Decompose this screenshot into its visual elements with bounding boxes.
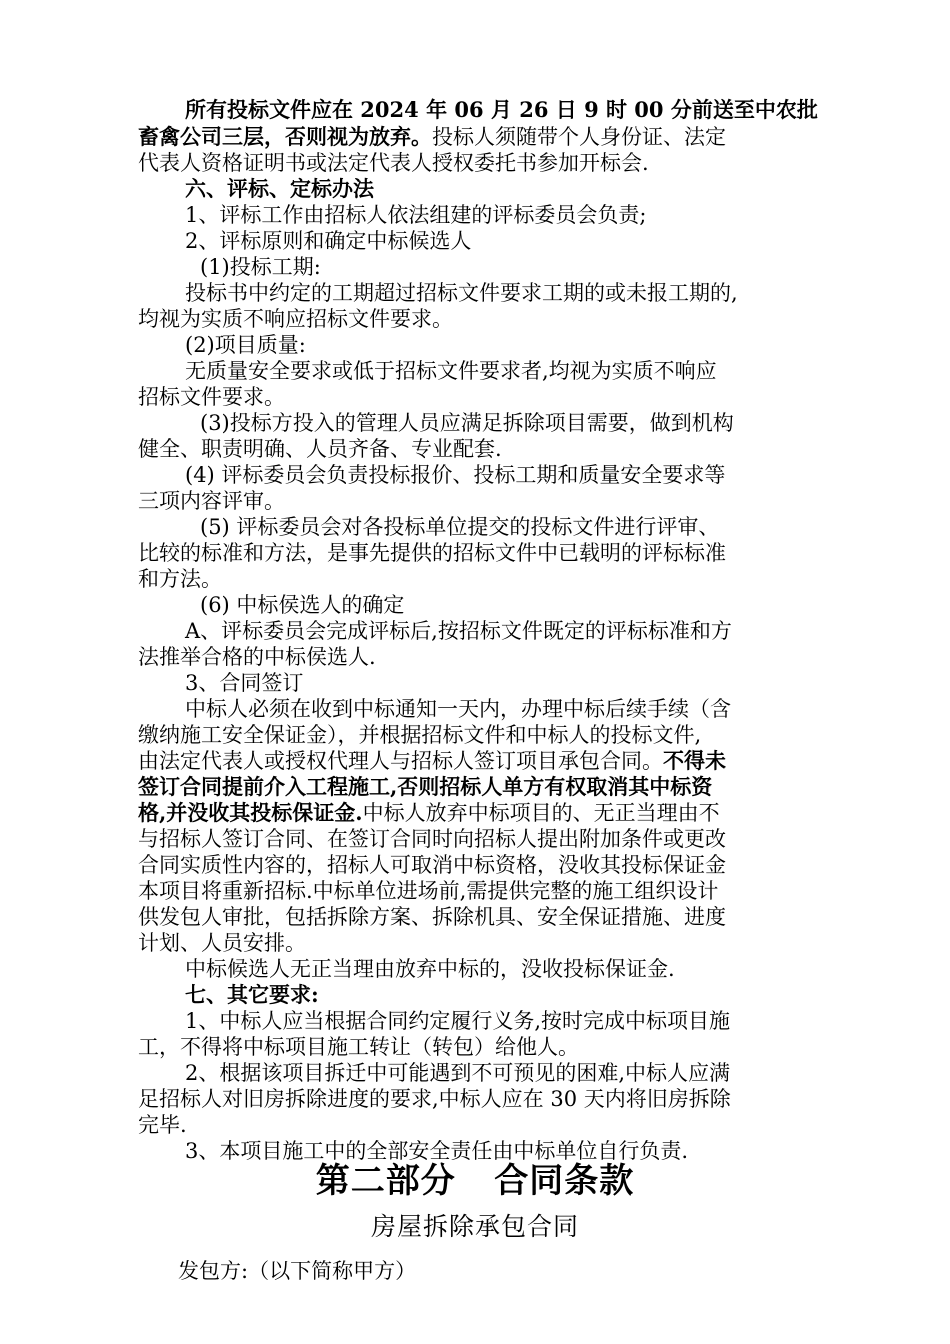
req3: 3、本项目施工中的全部安全责任由中标单位自行负责.: [185, 1139, 689, 1163]
contract-line6: 与招标人签订合同、在签订合同时向招标人提出附加条件或更改: [138, 827, 726, 851]
section6-item3: 3、合同签订: [185, 671, 304, 695]
contract-line1: 中标人必须在收到中标通知一天内，办理中标后续手续（含: [185, 697, 731, 721]
sub5-line1: (5) 评标委员会对各投标单位提交的投标文件进行评审、: [200, 515, 720, 539]
sub3-line2: 健全、职责明确、人员齐备、专业配套.: [138, 437, 502, 461]
sub2-line2: 招标文件要求。: [138, 385, 285, 409]
req2-line2: 足招标人对旧房拆除进度的要求,中标人应在 30 天内将旧房拆除: [138, 1087, 731, 1111]
sub6-line2: 法推举合格的中标侯选人.: [138, 645, 376, 669]
contract-line5-rest: 中标人放弃中标项目的、无正当理由不: [362, 801, 720, 825]
section7-heading: 七、其它要求:: [185, 982, 319, 1007]
req1-line1: 1、中标人应当根据合同约定履行义务,按时完成中标项目施: [185, 1009, 731, 1033]
sub2-heading: (2)项目质量:: [185, 333, 306, 357]
contract-line9: 供发包人审批，包括拆除方案、拆除机具、安全保证措施、进度: [138, 905, 726, 929]
contract-line5-bold: 格,并没收其投标保证金.: [138, 800, 363, 825]
sub4-line1: (4) 评标委员会负责投标报价、投标工期和质量安全要求等: [185, 463, 726, 487]
contract-title: 房屋拆除承包合同: [370, 1214, 579, 1241]
p1-line2-bold: 畜禽公司三层，否则视为放弃。: [138, 124, 432, 149]
req2-line3: 完毕.: [138, 1113, 187, 1137]
req1-line2: 工，不得将中标项目施工转让（转包）给他人。: [138, 1035, 579, 1059]
p1-line3: 代表人资格证明书或法定代表人授权委托书参加开标会.: [138, 151, 649, 175]
p1-line2: [138, 124, 726, 150]
sub6-heading: (6) 中标侯选人的确定: [200, 593, 405, 617]
sub1-heading: (1)投标工期:: [200, 255, 321, 279]
part2-title: 第二部分 合同条款: [315, 1161, 635, 1201]
sub3-line1: (3)投标方投入的管理人员应满足拆除项目需要，做到机构: [200, 411, 734, 435]
contract-line8: 本项目将重新招标.中标单位进场前,需提供完整的施工组织设计: [138, 879, 719, 903]
contract-line3: [138, 748, 726, 774]
contract-line5: [138, 800, 720, 826]
sub4-line2: 三项内容评审。: [138, 489, 285, 513]
contract-line2: 缴纳施工安全保证金），并根据招标文件和中标人的投标文件,: [138, 723, 702, 747]
contract-line4: 签订合同提前介入工程施工,否则招标人单方有权取消其中标资: [138, 774, 713, 799]
sub1-line1: 投标书中约定的工期超过招标文件要求工期的或未报工期的,: [185, 281, 738, 305]
contract-line7: 合同实质性内容的，招标人可取消中标资格，没收其投标保证金: [138, 853, 726, 877]
sub2-line1: 无质量安全要求或低于招标文件要求者,均视为实质不响应: [185, 359, 717, 383]
sub5-line3: 和方法。: [138, 567, 222, 591]
contract-line3-text: 由法定代表人或授权代理人与招标人签订项目承包合同。: [138, 749, 663, 773]
contract-line3-bold: 不得未: [663, 748, 726, 773]
sub5-line2: 比较的标准和方法，是事先提供的招标文件中已载明的评标标准: [138, 541, 726, 565]
p1-line2-rest: 投标人须随带个人身份证、法定: [432, 125, 726, 149]
contract-line10: 计划、人员安排。: [138, 931, 306, 955]
sub1-line2: 均视为实质不响应招标文件要求。: [138, 307, 453, 331]
contract-line11: 中标候选人无正当理由放弃中标的，没收投标保证金.: [185, 957, 675, 981]
p1-line1: 所有投标文件应在 2024 年 06 月 26 日 9 时 00 分前送至中农批: [185, 97, 818, 122]
section6-item1: 1、评标工作由招标人依法组建的评标委员会负责;: [185, 203, 647, 227]
section6-item2: 2、评标原则和确定中标候选人: [185, 229, 472, 253]
section6-heading: 六、评标、定标办法: [185, 176, 374, 201]
party-a-line: 发包方:（以下简称甲方）: [178, 1259, 417, 1283]
req2-line1: 2、根据该项目拆迁中可能遇到不可预见的困难,中标人应满: [185, 1061, 731, 1085]
sub6-line1: A、评标委员会完成评标后,按招标文件既定的评标标准和方: [185, 619, 732, 643]
